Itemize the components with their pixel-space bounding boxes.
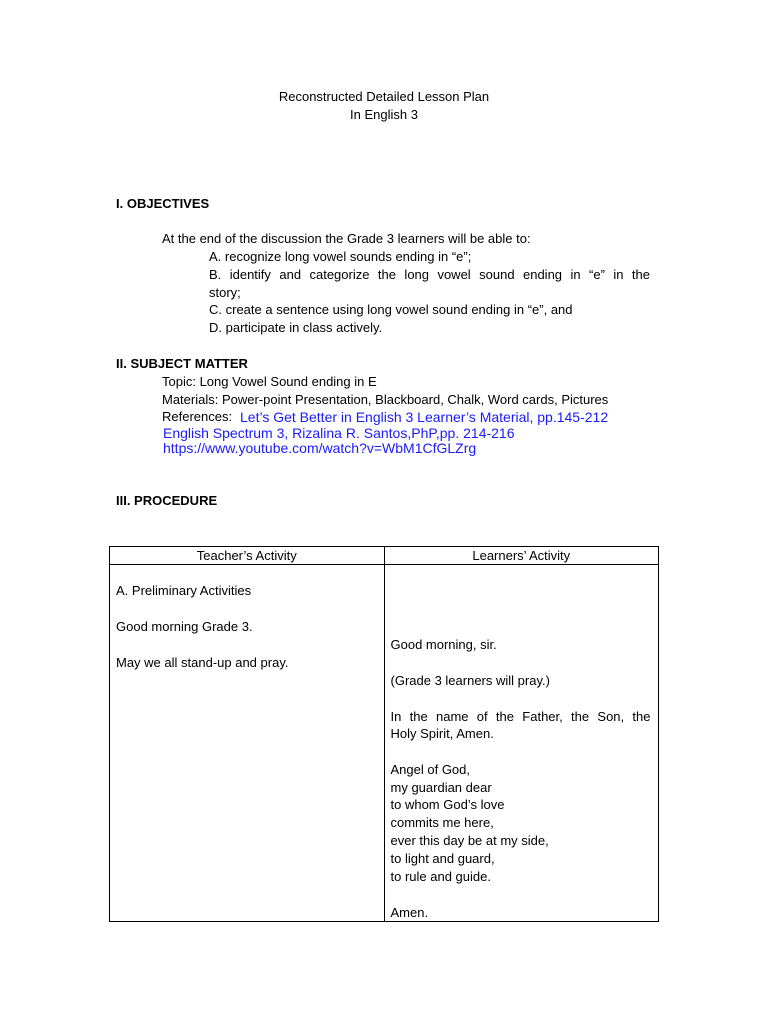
learners-pray-note: (Grade 3 learners will pray.) [390, 673, 550, 688]
procedure-heading: III. PROCEDURE [116, 493, 218, 508]
references-label: References: [162, 409, 233, 424]
document-subtitle: In English 3 [350, 107, 418, 122]
objective-item-d: D. participate in class actively. [209, 320, 383, 335]
reference-book-2[interactable]: English Spectrum 3, Rizalina R. Santos,PhP,pp. 214-216 [163, 425, 515, 441]
sign-of-cross-line-2: Holy Spirit, Amen. [390, 726, 494, 741]
reference-youtube-link[interactable]: https://www.youtube.com/watch?v=WbM1CfGLZrg [163, 440, 477, 456]
document-title: Reconstructed Detailed Lesson Plan [278, 89, 490, 104]
prayer-line: to light and guard, [390, 851, 495, 866]
objective-item-b-cont: story; [209, 285, 241, 300]
objective-item-c: C. create a sentence using long vowel sound ending in “e”, and [209, 302, 573, 317]
objective-item-a: A. recognize long vowel sounds ending in “e”; [209, 249, 472, 264]
prayer-line: to whom God’s love [390, 797, 505, 812]
objectives-heading: I. OBJECTIVES [116, 196, 210, 211]
topic-line: Topic: Long Vowel Sound ending in E [162, 374, 377, 389]
objectives-intro: At the end of the discussion the Grade 3 learners will be able to: [162, 231, 531, 246]
learners-greeting: Good morning, sir. [390, 637, 497, 652]
column-header-teacher: Teacher’s Activity [110, 547, 385, 565]
prayer-line: commits me here, [390, 815, 494, 830]
prayer-amen: Amen. [390, 905, 429, 920]
procedure-table [109, 546, 659, 922]
subject-matter-heading: II. SUBJECT MATTER [116, 356, 248, 371]
preliminary-activities: A. Preliminary Activities [116, 583, 252, 598]
teacher-activity-cell [110, 565, 385, 922]
prayer-line: ever this day be at my side, [390, 833, 549, 848]
column-header-learners: Learners’ Activity [384, 547, 659, 565]
reference-book-1[interactable]: Let’s Get Better in English 3 Learner’s Material, pp.145-212 [240, 409, 609, 425]
prayer-line: to rule and guide. [390, 869, 491, 884]
teacher-prayer-call: May we all stand-up and pray. [116, 655, 289, 670]
teacher-greeting: Good morning Grade 3. [116, 619, 253, 634]
objective-item-b: B. identify and categorize the long vowel sound ending in “e” in the [209, 267, 650, 282]
sign-of-cross-line-1: In the name of the Father, the Son, the [390, 709, 651, 724]
learners-activity-cell [384, 565, 659, 922]
materials-line: Materials: Power-point Presentation, Blackboard, Chalk, Word cards, Pictures [162, 392, 609, 407]
prayer-line: my guardian dear [390, 780, 492, 795]
prayer-line: Angel of God, [390, 762, 470, 777]
